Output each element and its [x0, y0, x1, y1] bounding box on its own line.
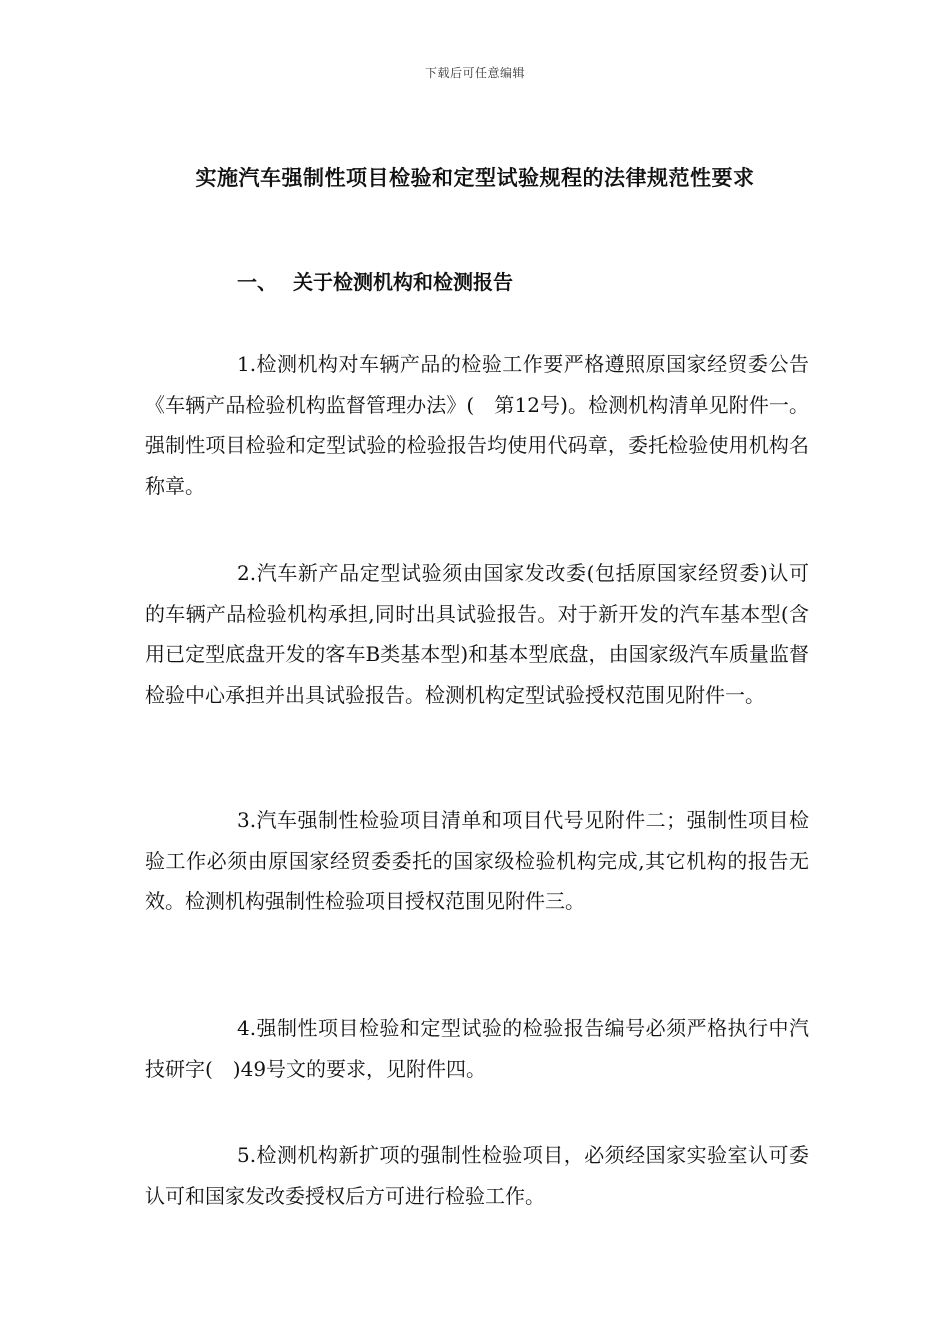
section-number: 一、 [237, 270, 277, 294]
paragraph-5: 5.检测机构新扩项的强制性检验项目，必须经国家实验室认可委认可和国家发改委授权后方可进行检验工作。 [145, 1143, 809, 1208]
paragraph-1: 1.检测机构对车辆产品的检验工作要严格遵照原国家经贸委公告《车辆产品检验机构监督管理办法》( 第12号)。检测机构清单见附件一。强制性项目检验和定型试验的检验报告均使用代码章，委托检验使用机构名称章。 [145, 352, 809, 498]
document-title: 实施汽车强制性项目检验和定型试验规程的法律规范性要求 [195, 166, 755, 190]
paragraph-3: 3.汽车强制性检验项目清单和项目代号见附件二；强制性项目检验工作必须由原国家经贸委委托的国家级检验机构完成,其它机构的报告无效。检测机构强制性检验项目授权范围见附件三。 [145, 808, 809, 913]
section-heading-text: 关于检测机构和检测报告 [293, 270, 513, 294]
header-note: 下载后可任意编辑 [424, 66, 525, 80]
paragraph-4: 4.强制性项目检验和定型试验的检验报告编号必须严格执行中汽技研字( )49号文的要求，见附件四。 [145, 1016, 809, 1081]
paragraph-2: 2.汽车新产品定型试验须由国家发改委(包括原国家经贸委)认可的车辆产品检验机构承担,同时出具试验报告。对于新开发的汽车基本型(含用已定型底盘开发的客车B类基本型)和基本型底盘，由国家级汽车质量监督检验中心承担并出具试验报告。检测机构定型试验授权范围见附件一。 [145, 561, 809, 707]
section-heading [237, 266, 513, 295]
